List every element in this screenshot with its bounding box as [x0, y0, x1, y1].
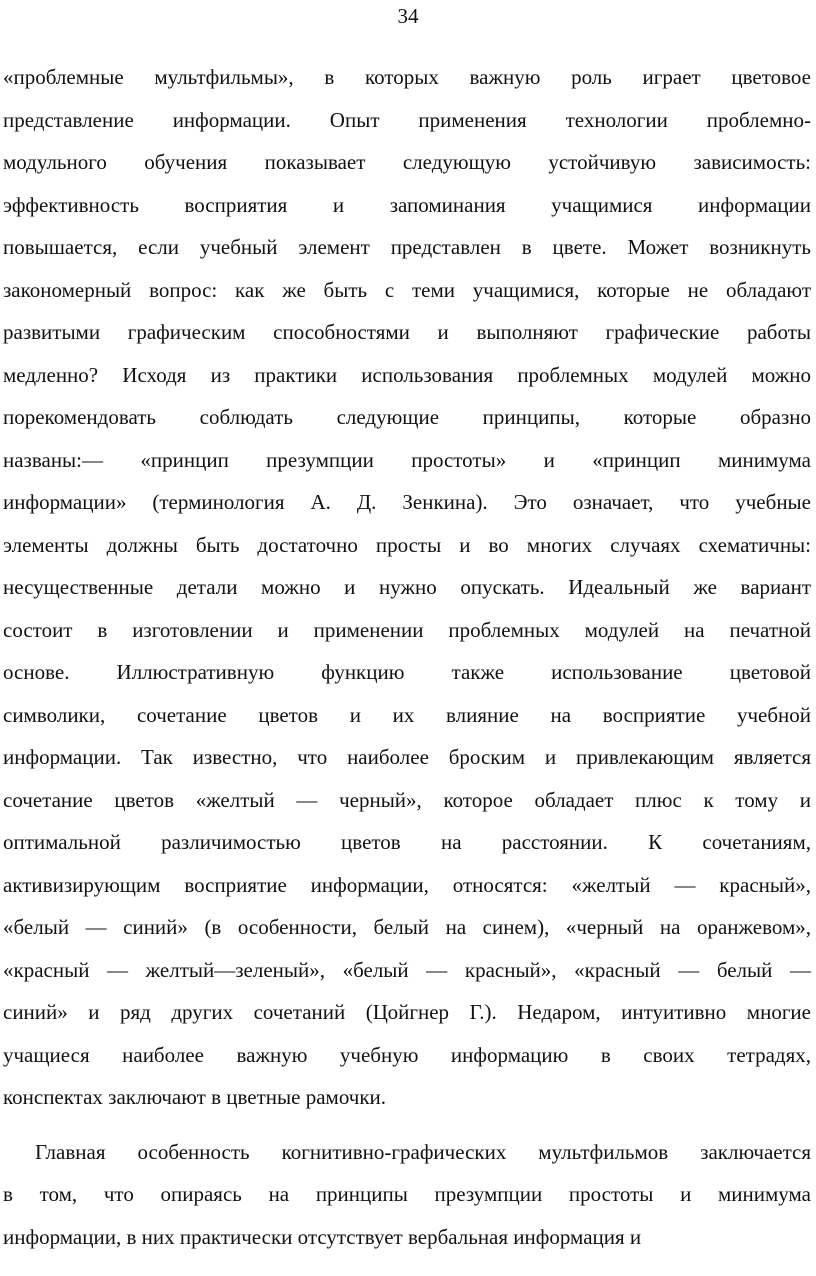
text-line: информации» (терминология А. Д. Зенкина). Это означает, что учебные [3, 490, 811, 514]
text-line: эффективность восприятия и запоминания учащимися информации [3, 192, 811, 217]
text-line: названы:— «принцип презумпции простоты» и «принцип минимума [3, 447, 811, 472]
text-line: «проблемные мультфильмы», в которых важную роль играет цветовое [3, 65, 811, 89]
text-line: активизирующим восприятие информации, относятся: «желтый — красный», [3, 872, 811, 897]
text-line: «красный — желтый—зеленый», «белый — красный», «красный — белый — [3, 957, 811, 982]
text-line: модульного обучения показывает следующую устойчивую зависимость: [3, 150, 811, 174]
text-line: представление информации. Опыт применения технологии проблемно- [3, 107, 811, 132]
text-line: медленно? Исходя из практики использования проблемных модулей можно [3, 362, 811, 387]
text-line: основе. Иллюстративную функцию также использование цветовой [3, 660, 811, 684]
text-line: элементы должны быть достаточно просты и во многих случаях схематичны: [3, 532, 811, 557]
page-number: 34 [397, 4, 419, 28]
text-line: несущественные детали можно и нужно опускать. Идеальный же вариант [3, 575, 811, 599]
text-line: символики, сочетание цветов и их влияние на восприятие учебной [3, 702, 811, 727]
paragraph [3, 56, 811, 1119]
text-line: развитыми графическим способностями и выполняют графические работы [3, 320, 811, 344]
text-line: «белый — синий» (в особенности, белый на синем), «черный на оранжевом», [3, 915, 811, 939]
text-line: синий» и ряд других сочетаний (Цойгнер Г.). Недаром, интуитивно многие [3, 1000, 811, 1024]
text-line: в том, что опираясь на принципы презумпции простоты и минимума [3, 1182, 811, 1206]
text-line: сочетание цветов «желтый — черный», которое обладает плюс к тому и [3, 787, 811, 812]
text-line: оптимальной различимостью цветов на расстоянии. К сочетаниям, [3, 830, 811, 854]
paragraph [3, 1131, 811, 1259]
text-line: закономерный вопрос: как же быть с теми учащимися, которые не обладают [3, 277, 811, 302]
text-line: порекомендовать соблюдать следующие принципы, которые образно [3, 405, 811, 429]
text-line: учащиеся наиболее важную учебную информацию в своих тетрадях, [3, 1042, 811, 1067]
text-line: информации, в них практически отсутствует вербальная информация и [3, 1224, 642, 1249]
paragraph-gap [3, 1119, 811, 1131]
text-line: информации. Так известно, что наиболее броским и привлекающим является [3, 745, 811, 769]
text-line: конспектах заключают в цветные рамочки. [3, 1085, 387, 1109]
text-line: состоит в изготовлении и применении проблемных модулей на печатной [3, 617, 811, 642]
text-line: повышается, если учебный элемент представлен в цвете. Может возникнуть [3, 235, 811, 259]
body-text [3, 56, 811, 1258]
text-line: Главная особенность когнитивно-графических мультфильмов заключается [35, 1139, 811, 1164]
